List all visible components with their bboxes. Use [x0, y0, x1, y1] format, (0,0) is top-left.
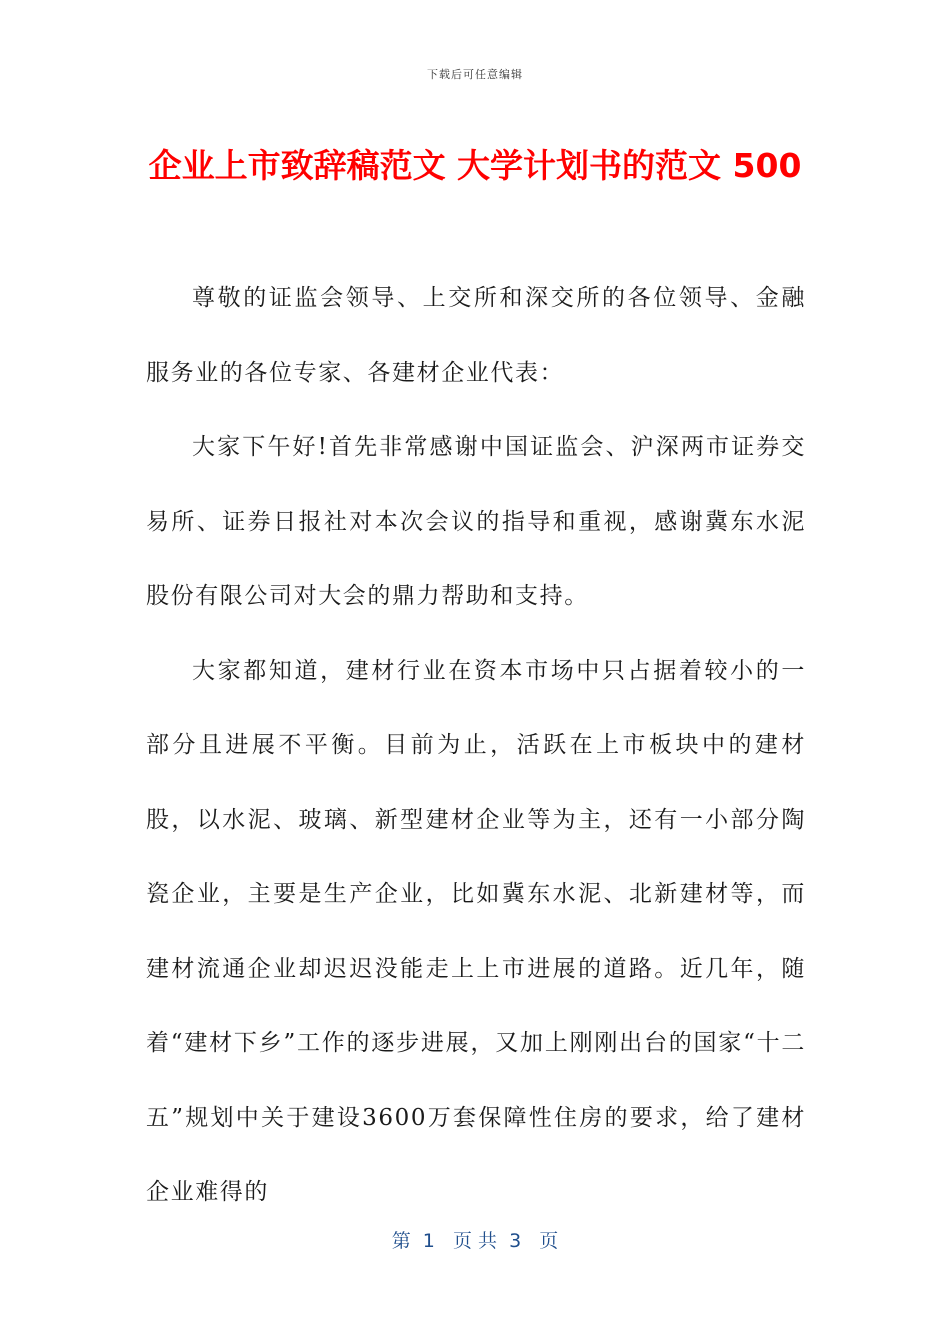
document-title: 企业上市致辞稿范文 大学计划书的范文 500: [148, 146, 802, 185]
paragraph-industry: 大家都知道，建材行业在资本市场中只占据着较小的一部分且进展不平衡。目前为止，活跃在上市板块中的建材股，以水泥、玻璃、新型建材企业等为主，还有一小部分陶瓷企业，主要是生产企业，比如冀东水泥、北新建材等，而建材流通企业却迟迟没能走上上市进展的道路。近几年，随着“建材下乡”工作的逐步进展，又加上刚刚出台的国家“十二五”规划中关于建设3600万套保障性住房的要求，给了建材企业难得的: [146, 657, 806, 1205]
paragraph-salutation: 尊敬的证监会领导、上交所和深交所的各位领导、金融服务业的各位专家、各建材企业代表：: [146, 285, 806, 386]
paragraph-greeting: 大家下午好!首先非常感谢中国证监会、沪深两市证券交易所、证券日报社对本次会议的指导和重视，感谢冀东水泥股份有限公司对大会的鼎力帮助和支持。: [146, 434, 806, 609]
page-footer: 第 1 页 共 3 页: [391, 1230, 559, 1252]
header-note: 下载后可任意编辑: [427, 68, 523, 81]
document-body: [146, 261, 806, 1230]
